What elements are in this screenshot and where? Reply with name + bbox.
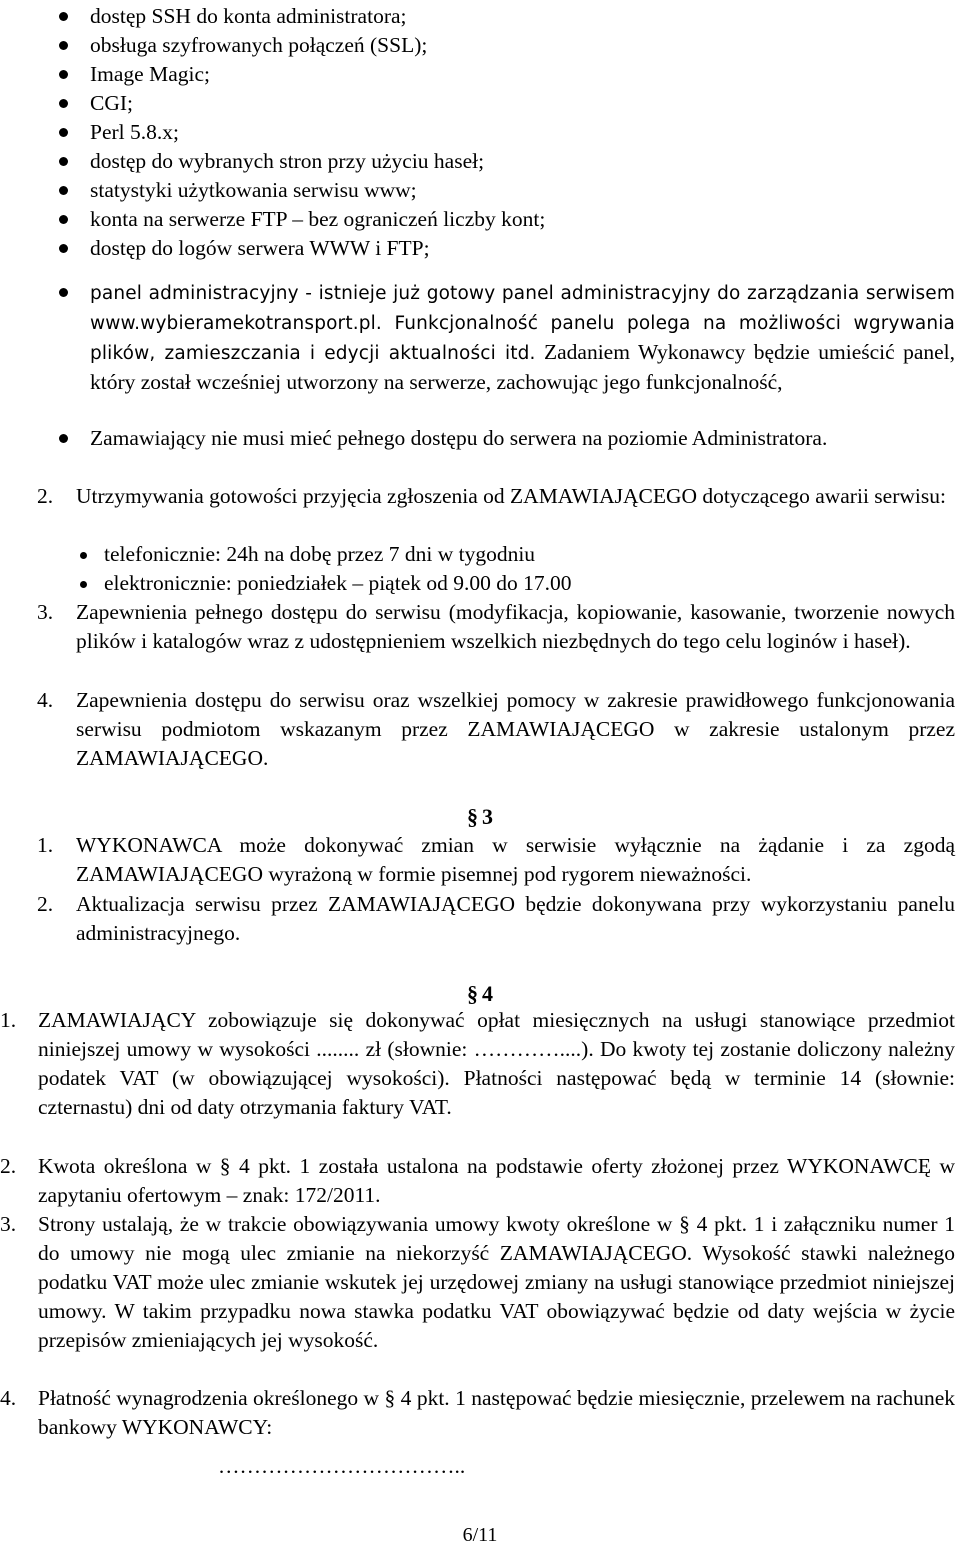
list-item: obsługa szyfrowanych połączeń (SSL); <box>0 31 960 60</box>
bank-account-placeholder: …………………………….. <box>218 1454 466 1478</box>
feature-bullet-list <box>0 2 960 263</box>
list-item: dostęp do wybranych stron przy użyciu haseł; <box>0 147 960 176</box>
list-item: Zamawiający nie musi mieć pełnego dostępu do serwera na poziomie Administratora. <box>0 424 960 453</box>
item-number: 2. <box>0 1154 17 1178</box>
paragraph-symbol: § <box>467 804 478 829</box>
list-item: telefonicznie: 24h na dobę przez 7 dni w tygodniu <box>0 540 960 569</box>
item-number: 2. <box>37 484 54 508</box>
section4-item-4: 4. Płatność wynagrodzenia określonego w § 4 pkt. 1 następować będzie miesięcznie, przelewem na rachunek bankowy WYKONAWCY: <box>0 1386 955 1439</box>
panel-requirement: Zadaniem Wykonawcy będzie umieścić panel, który został wcześniej utworzony na serwerze, zachowując jego funkcjonalność, <box>90 340 956 394</box>
item-number: 1. <box>0 1008 17 1032</box>
item-number: 1. <box>37 833 54 857</box>
item-number: 3. <box>0 1212 17 1236</box>
list-item: dostęp SSH do konta administratora; <box>0 2 960 31</box>
list-item: CGI; <box>0 89 960 118</box>
list-item <box>0 278 960 397</box>
item-number: 3. <box>37 600 54 624</box>
list-item: statystyki użytkowania serwisu www; <box>0 176 960 205</box>
section4-item-2: 2. Kwota określona w § 4 pkt. 1 została ustalona na podstawie oferty złożonej przez WYKONAWCĘ w zapytaniu ofertowym – znak: 172/2011. <box>0 1154 955 1207</box>
section-number: 4 <box>482 981 493 1006</box>
panel-description: panel administracyjny - istnieje już gotowy panel administracyjny do zarządzania serwisem www.wybieramekotransport.pl. Funkcjonalność panelu polega na możliwości wgrywania plików, zamieszczania i edycji aktualności itd. <box>90 283 955 364</box>
section3-item-2: 2. Aktualizacja serwisu przez ZAMAWIAJĄCEGO będzie dokonywana przy wykorzystaniu panelu administracyjnego. <box>37 892 955 945</box>
item-number: 4. <box>37 688 54 712</box>
contact-bullet-list <box>0 540 960 598</box>
section4-item-1: 1. ZAMAWIAJĄCY zobowiązuje się dokonywać opłat miesięcznych na usługi stanowiące przedmiot niniejszej umowy w wysokości ........ zł (słownie: …………....). Do kwoty tej zostanie doliczony należny podatek VAT (w obowiązującej wysokości). Płatności następować będą w terminie 14 (słownie: czternastu) dni od daty otrzymania faktury VAT. <box>0 1008 955 1119</box>
paragraph-symbol: § <box>467 981 478 1006</box>
panel-bullet <box>0 278 960 397</box>
section2-item-2: 2. Utrzymywania gotowości przyjęcia zgłoszenia od ZAMAWIAJĄCEGO dotyczącego awarii serwisu: <box>0 482 960 511</box>
section-number: 3 <box>482 804 493 829</box>
list-item: dostęp do logów serwera WWW i FTP; <box>0 234 960 263</box>
page-number: 6/11 <box>462 1524 498 1546</box>
list-item: elektronicznie: poniedziałek – piątek od 9.00 do 17.00 <box>0 569 960 598</box>
section2-item-3: 3. Zapewnienia pełnego dostępu do serwisu (modyfikacja, kopiowanie, kasowanie, tworzenie nowych plików i katalogów wraz z udostępnieniem wszelkich niezbędnych do tego celu loginów i haseł). <box>37 600 955 653</box>
item-number: 2. <box>37 892 54 916</box>
section-heading-3 <box>0 802 960 831</box>
item-number: 4. <box>0 1386 17 1410</box>
zamawiajacy-bullet <box>0 424 960 453</box>
section-heading-4 <box>0 979 960 1008</box>
list-item: Image Magic; <box>0 60 960 89</box>
section3-item-1: 1. WYKONAWCA może dokonywać zmian w serwisie wyłącznie na żądanie i za zgodą ZAMAWIAJĄCEGO wyrażoną w formie pisemnej pod rygorem nieważności. <box>37 833 955 886</box>
list-item: Perl 5.8.x; <box>0 118 960 147</box>
list-item: konta na serwerze FTP – bez ograniczeń liczby kont; <box>0 205 960 234</box>
section2-item-4: 4. Zapewnienia dostępu do serwisu oraz wszelkiej pomocy w zakresie prawidłowego funkcjonowania serwisu podmiotom wskazanym przez ZAMAWIAJĄCEGO w zakresie ustalonym przez ZAMAWIAJĄCEGO. <box>37 688 955 770</box>
section4-item-3: 3. Strony ustalają, że w trakcie obowiązywania umowy kwoty określone w § 4 pkt. 1 i załączniku numer 1 do umowy nie mogą ulec zmianie na niekorzyść ZAMAWIAJĄCEGO. Wysokość stawki należnego podatku VAT może ulec zmianie wskutek jej urzędowej zmiany na usługi stanowiące przedmiot niniejszej umowy. W takim przypadku nowa stawka podatku VAT obowiązywać będzie od daty wejścia w życie przepisów zmieniających jej wysokość. <box>0 1212 955 1352</box>
